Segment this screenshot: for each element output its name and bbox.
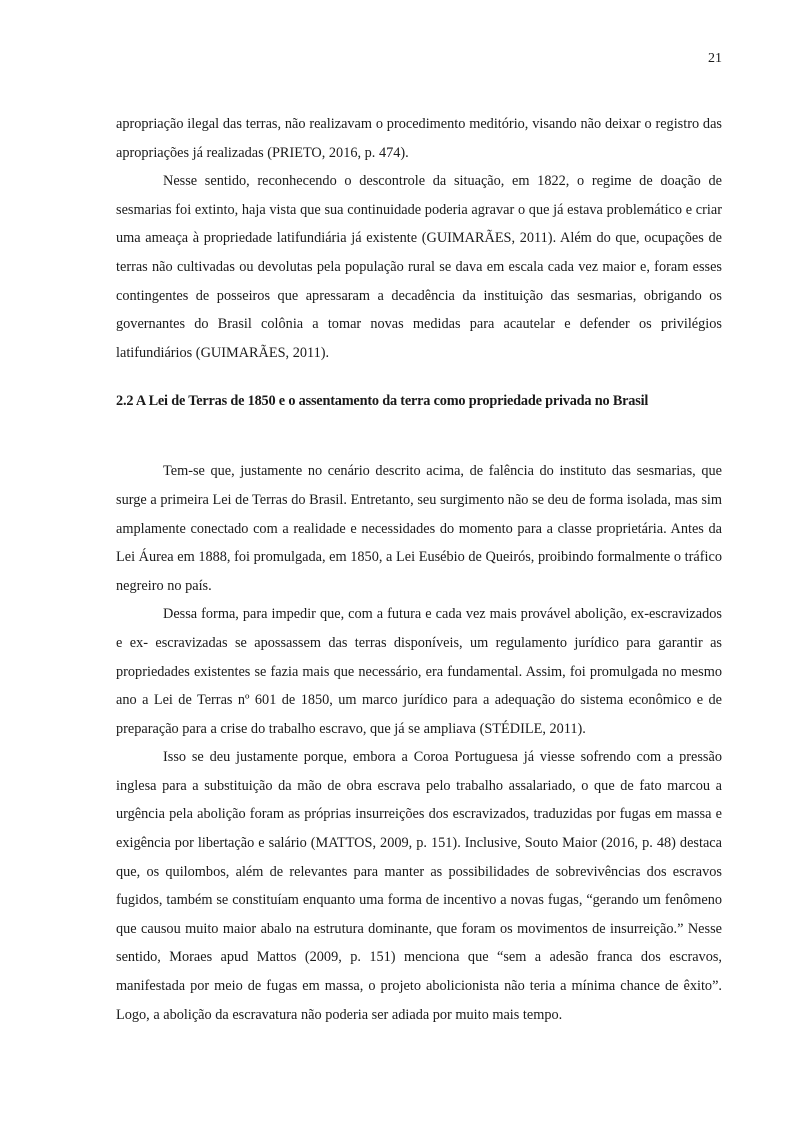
paragraph-lei-de-terras-origin: Tem-se que, justamente no cenário descrito acima, de falência do instituto das sesmarias, que surge a primeira Lei de Terras do Brasil. Entretanto, seu surgimento não se deu de forma isolada, mas sim amplamente conectado com a realidade e necessidades do momento para a classe proprietária. Antes da Lei Áurea em 1888, foi promulgada, em 1850, a Lei Eusébio de Queirós, proibindo formalmente o tráfico negreiro no país. [116,463,722,594]
page-number: 21 [708,51,722,66]
paragraph-lei-601: Dessa forma, para impedir que, com a futura e cada vez mais provável abolição, ex-escravizados e ex- escravizadas se apossassem das terras disponíveis, um regulamento jurídico para garantir as propriedades existentes se fazia mais que necessário, era fundamental. Assim, foi promulgada no mesmo ano a Lei de Terras nº 601 de 1850, um marco jurídico para a adequação do sistema econômico e de preparação para a crise do trabalho escravo, que já se ampliava (STÉDILE, 2011). [116,606,722,737]
paragraph-continuation: apropriação ilegal das terras, não realizavam o procedimento meditório, visando não deixar o registro das apropriações já realizadas (PRIETO, 2016, p. 474). [116,116,722,161]
paragraph-insurreicoes: Isso se deu justamente porque, embora a Coroa Portuguesa já viesse sofrendo com a pressão inglesa para a substituição da mão de obra escrava pelo trabalho assalariado, o que de fato marcou a urgência pela abolição foram as próprias insurreições dos escravizados, traduzidas por fugas em massa e exigência por libertação e salário (MATTOS, 2009, p. 151). Inclusive, Souto Maior (2016, p. 48) destaca que, os quilombos, além de relevantes para manter as possibilidades de sobrevivências dos escravos fugidos, também se constituíam enquanto uma forma de incentivo a novas fugas, “gerando um fenômeno que causou muito maior abalo na estrutura dominante, que foram os movimentos de insurreição.” Nesse sentido, Moraes apud Mattos (2009, p. 151) menciona que “sem a adesão franca dos escravos, manifestada por meio de fugas em massa, o projeto abolicionista não teria a mínima chance de êxito”. Logo, a abolição da escravatura não poderia ser adiada por muito mais tempo. [116,749,722,1023]
document-body [116,110,722,1029]
section-heading: 2.2 A Lei de Terras de 1850 e o assentamento da terra como propriedade privada no Brasil [116,393,649,410]
paragraph-sesmarias-extinction: Nesse sentido, reconhecendo o descontrole da situação, em 1822, o regime de doação de sesmarias foi extinto, haja vista que sua continuidade poderia agravar o que já estava problemático e criar uma ameaça à propriedade latifundiária já existente (GUIMARÃES, 2011). Além do que, ocupações de terras não cultivadas ou devolutas pela população rural se dava em escala cada vez maior e, foram esses contingentes de posseiros que apressaram a decadência da instituição das sesmarias, obrigando os governantes do Brasil colônia a tomar novas medidas para acautelar e defender os privilégios latifundiários (GUIMARÃES, 2011). [116,173,722,361]
